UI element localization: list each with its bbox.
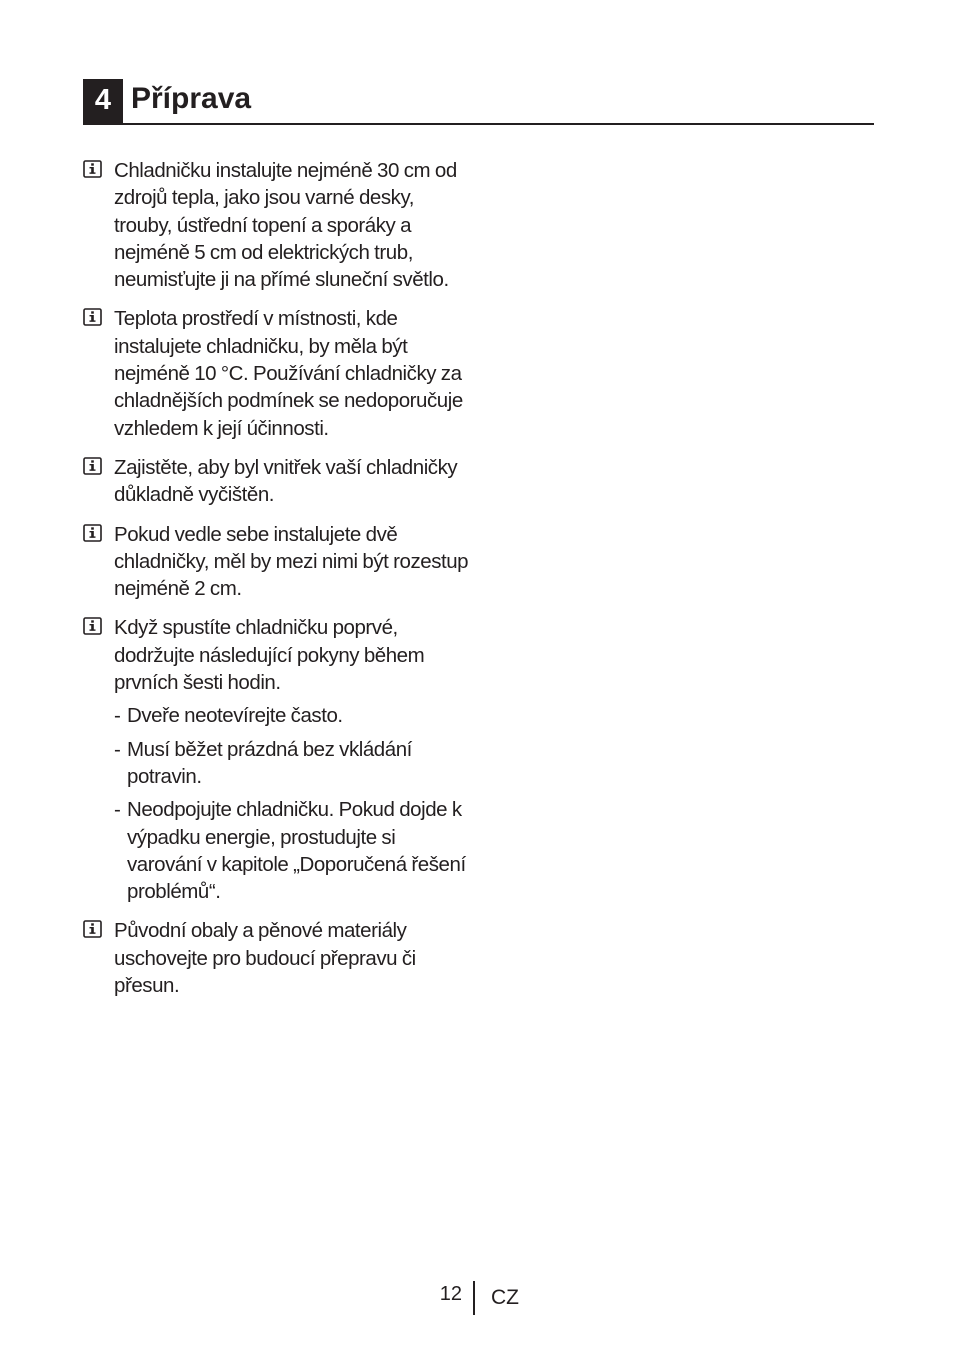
note-text: Zajistěte, aby byl vnitřek vaší chladničky důkladně vyčištěn. — [114, 455, 458, 507]
note-item — [83, 521, 473, 603]
dash-bullet: - — [114, 798, 121, 822]
note-text: Pokud vedle sebe instalujete dvě chladničky, měl by mezi nimi být rozestup nejméně 2 cm. — [114, 522, 469, 601]
note-item — [83, 614, 473, 905]
info-icon — [83, 617, 102, 635]
notes-list — [83, 157, 473, 1011]
sub-list — [114, 702, 473, 905]
sub-list-item — [114, 702, 473, 729]
note-item — [83, 305, 473, 441]
note-item — [83, 917, 473, 999]
note-text: Když spustíte chladničku poprvé, dodržujte následující pokyny během prvních šesti hodin. — [114, 616, 425, 695]
info-icon — [83, 457, 102, 475]
sub-item-text: Musí běžet prázdná bez vkládání potravin. — [127, 737, 412, 788]
footer-divider — [473, 1281, 475, 1315]
page-footer — [0, 1280, 954, 1316]
info-icon — [83, 160, 102, 178]
note-text: Původní obaly a pěnové materiály uschovejte pro budoucí přepravu či přesun. — [114, 919, 416, 998]
language-code: CZ — [491, 1286, 519, 1309]
sub-list-item — [114, 796, 473, 905]
info-icon — [83, 920, 102, 938]
dash-bullet: - — [114, 704, 121, 728]
chapter-title: Příprava — [131, 82, 252, 115]
sub-item-text: Dveře neotevírejte často. — [127, 704, 343, 728]
sub-item-text: Neodpojujte chladničku. Pokud dojde k výpadku energie, prostudujte si varování v kapitole „Doporučená řešení problémů“. — [127, 798, 466, 904]
chapter-header — [83, 79, 874, 125]
note-text: Chladničku instalujte nejméně 30 cm od zdrojů tepla, jako jsou varné desky, trouby, ústřední topení a sporáky a nejméně 5 cm od elektrických trub, neumisťujte ji na přímé sluneční světlo. — [114, 159, 457, 292]
note-text: Teplota prostředí v místnosti, kde instalujete chladničku, by měla být nejméně 10 °C. Používání chladničky za chladnějších podmínek se nedoporučuje vzhledem k její účinnosti. — [114, 307, 463, 440]
note-item — [83, 454, 473, 509]
note-item — [83, 157, 473, 293]
info-icon — [83, 524, 102, 542]
info-icon — [83, 308, 102, 326]
chapter-number: 4 — [83, 79, 123, 123]
dash-bullet: - — [114, 737, 121, 761]
page-number: 12 — [439, 1283, 462, 1305]
sub-list-item — [114, 736, 473, 791]
